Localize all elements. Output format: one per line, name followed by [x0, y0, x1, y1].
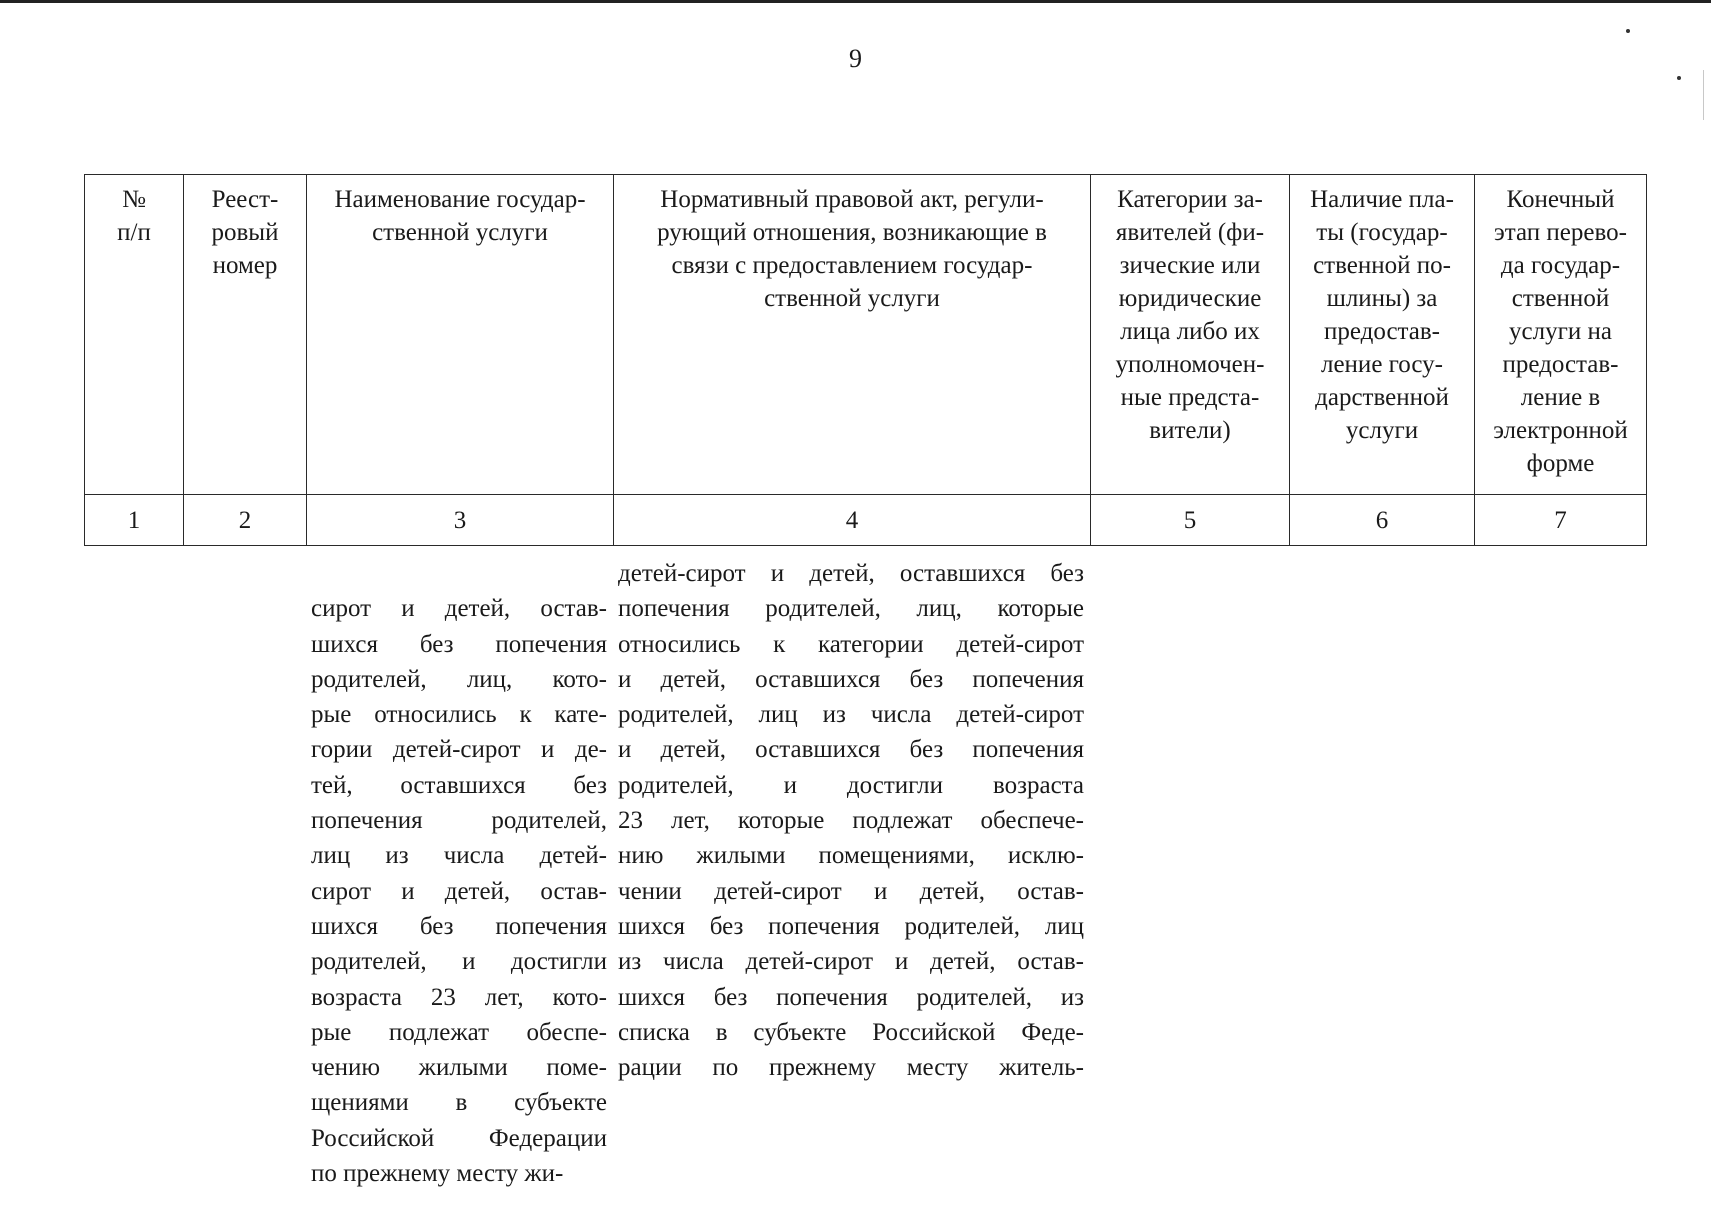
legal-act-continuation: детей-сирот и детей, оставшихся без попечения родителей, лиц, которые относились к категории детей-сирот и детей, оставшихся без попечения родителей, лиц из числа детей-сирот и детей, оставшихся без попечения родителей, и достигли возраста 23 лет, которые подлежат обеспече- нию жилыми помещениями, исклю- чении детей-сирот и детей, остав- шихся без попечения родителей, лиц из числа детей-сирот и детей, остав- шихся без попечения родителей, из списка в субъекте Российской Феде- рации по прежнему месту житель- [618, 560, 1084, 1082]
column-number: 4 [614, 495, 1091, 546]
page-number: 9 [849, 44, 862, 73]
scan-edge-mark [1703, 70, 1704, 120]
service-name-continuation [311, 556, 607, 1227]
header-applicant-categories: Категории за- явителей (фи- зические или юридические лица либо их уполномочен- ные предста- вители) [1091, 175, 1290, 495]
column-number-row [85, 495, 1647, 546]
column-number: 2 [184, 495, 307, 546]
page-top-edge [0, 0, 1711, 3]
header-final-stage: Конечный этап перево- да государ- ственной услуги на предостав- ление в электронной форме [1475, 175, 1647, 495]
column-number: 3 [307, 495, 614, 546]
header-legal-act: Нормативный правовой акт, регули- рующий отношения, возникающие в связи с предоставлением государ- ственной услуги [614, 175, 1091, 495]
header-fee: Наличие пла- ты (государ- ственной по- шлины) за предостав- ление госу- дарственной услуги [1290, 175, 1475, 495]
column-number: 1 [85, 495, 184, 546]
scan-speck [1626, 29, 1630, 33]
column-number: 6 [1290, 495, 1475, 546]
column-number: 7 [1475, 495, 1647, 546]
service-name-last-line: по прежнему месту жи- [311, 1160, 564, 1188]
scan-speck [1677, 76, 1681, 80]
header-service-name: Наименование государ- ственной услуги [307, 175, 614, 495]
table-header-row [85, 175, 1647, 495]
header-registry-number: Реест- ровый номер [184, 175, 307, 495]
column-number: 5 [1091, 495, 1290, 546]
header-number: № п/п [85, 175, 184, 495]
service-name-text: сирот и детей, остав- шихся без попечения родителей, лиц, кото- рые относились к кате- гории детей-сирот и де- тей, оставшихся без попечения родителей, лиц из числа детей- сирот и детей, остав- шихся без попечения родителей, и достигли возраста 23 лет, кото- рые подлежат обеспе- чению жилыми поме- щениями в субъекте Российской Федерации [311, 595, 607, 1152]
services-registry-table [84, 174, 1647, 546]
